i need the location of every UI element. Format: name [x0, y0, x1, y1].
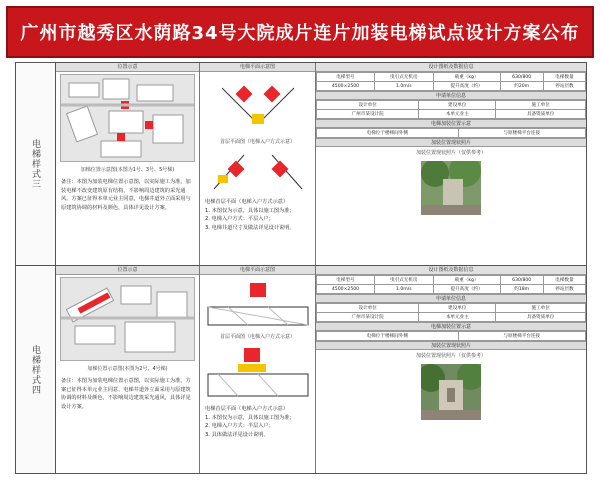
extra-table — [316, 331, 586, 341]
table-cell: 1.0m/s — [375, 285, 434, 294]
table-cell: 630/800 — [500, 73, 543, 82]
info-header: 设计图纸及数据信息 — [316, 266, 586, 275]
location-header: 位置示意 — [56, 63, 199, 72]
location-column — [56, 63, 200, 265]
table-row — [317, 304, 586, 313]
plan-svg-bottom — [204, 149, 311, 193]
photo-caption: 加装位置现状照片（仅供参考） — [415, 150, 486, 156]
plan-column — [200, 266, 316, 473]
table-cell: 建设单位 — [419, 101, 496, 110]
table-row — [317, 313, 586, 322]
table-cell: 具备资质单位 — [496, 313, 586, 322]
location-notes: 备注：本图为加装电梯位置示意图，以实际施工为准。方案已征得本单元业主同意，电梯井道外立面采用与原建筑协调的材料及颜色，不影响周边建筑采光通风，具体详见设计方案。 — [61, 378, 191, 410]
plan-column — [200, 63, 316, 265]
table-cell: 施工单位 — [496, 304, 586, 313]
table-cell: 电梯位于楼梯间外侧 — [317, 332, 459, 341]
table-row — [317, 73, 586, 82]
table-cell: 设计单位 — [317, 304, 419, 313]
site-map-drawing — [61, 278, 195, 361]
plan-svg-top — [204, 74, 311, 134]
design-table — [316, 100, 586, 119]
location-notes: 备注：本图为加装电梯位置示意图，以实际施工为准。加装电梯不改变建筑原有结构，不影响周边建筑的采光通风。方案已征得本单元业主同意，电梯井道外立面采用与原建筑协调的材料及颜色，具体详见设计方案。 — [61, 179, 191, 211]
plan-header: 电梯平面示意图 — [200, 266, 315, 275]
table-row — [317, 129, 586, 138]
table-cell: 4500×2500 — [317, 82, 375, 91]
site-photo-drawing — [421, 161, 481, 215]
design-header: 申请单位信息 — [316, 294, 586, 303]
table-cell: 提升高度（约） — [433, 285, 500, 294]
table-cell: 曳引式无机房 — [375, 73, 434, 82]
site-map — [60, 74, 195, 162]
design-table — [316, 303, 586, 322]
site-map-drawing — [61, 75, 195, 162]
table-cell: 本单元业主 — [419, 110, 496, 119]
table-cell: 1.0m/s — [375, 82, 434, 91]
photo-caption: 加装位置现状照片（仅供参考） — [415, 353, 486, 359]
notice-sheet — [15, 62, 587, 474]
table-cell: 约18m — [500, 285, 543, 294]
info-table — [316, 72, 586, 91]
table-cell: 电梯型号 — [317, 276, 375, 285]
table-cell: 4500×2500 — [317, 285, 375, 294]
table-cell: 停站层数 — [543, 82, 585, 91]
table-cell: 载重（kg） — [433, 73, 500, 82]
extra-header: 电梯加装位置示意 — [316, 119, 586, 128]
extra-table — [316, 128, 586, 138]
table-row — [317, 285, 586, 294]
table-cell: 提升高度（约） — [433, 82, 500, 91]
table-cell: 本单元业主 — [419, 313, 496, 322]
side-label: 电梯样式四 — [16, 266, 56, 473]
plan-svg-top — [204, 277, 311, 329]
table-cell: 约20m — [500, 82, 543, 91]
table-cell: 载重（kg） — [433, 276, 500, 285]
table-cell: 电梯数量 — [543, 276, 585, 285]
title-banner — [6, 6, 594, 58]
table-cell: 电梯数量 — [543, 73, 585, 82]
table-cell: 停站层数 — [543, 285, 585, 294]
table-cell: 广州市某设计院 — [317, 110, 419, 119]
info-column — [316, 266, 586, 473]
table-cell: 与原楼梯平台连接 — [458, 332, 586, 341]
site-photo — [421, 161, 481, 215]
table-row — [317, 110, 586, 119]
plan-drawing-top — [204, 277, 311, 329]
table-cell: 建设单位 — [419, 304, 496, 313]
table-cell: 与原楼梯平台连接 — [458, 129, 586, 138]
location-header: 位置示意 — [56, 266, 199, 275]
location-caption: 加梯位置示意图(本图为2号、4号梯) — [87, 366, 168, 372]
table-cell: 电梯位于楼梯间外侧 — [317, 129, 459, 138]
design-header: 申请单位信息 — [316, 91, 586, 100]
table-cell: 广州市某设计院 — [317, 313, 419, 322]
plan-drawing-bottom — [204, 149, 311, 193]
table-cell: 电梯型号 — [317, 73, 375, 82]
table-cell: 设计单位 — [317, 101, 419, 110]
location-column — [56, 266, 200, 473]
extra-header: 电梯加装位置示意 — [316, 322, 586, 331]
plan-caption: 首层平面图（电梯入户方式示意） — [219, 334, 295, 340]
location-caption: 加梯位置示意图(本图为1号、3号、5号梯) — [80, 167, 175, 173]
table-cell: 施工单位 — [496, 101, 586, 110]
info-table — [316, 275, 586, 294]
plan-drawing-top — [204, 74, 311, 134]
table-row — [317, 82, 586, 91]
photo-header: 加装位置现状照片 — [316, 138, 586, 147]
table-cell: 具备资质单位 — [496, 110, 586, 119]
plan-svg-bottom — [204, 344, 311, 400]
site-photo-drawing — [421, 364, 481, 420]
table-row — [317, 332, 586, 341]
info-column — [316, 63, 586, 265]
elevator-style-row — [16, 266, 586, 473]
page-title: 广州市越秀区水荫路34号大院成片连片加装电梯试点设计方案公布 — [20, 23, 580, 44]
table-cell: 630/800 — [500, 276, 543, 285]
plan-drawing-bottom — [204, 344, 311, 400]
side-label: 电梯样式三 — [16, 63, 56, 265]
plan-header: 电梯平面示意图 — [200, 63, 315, 72]
plan-notes: 电梯首层平面（电梯入户方式示意） 1. 本图仅为示意，具体以施工图为准； 2. 电梯入户方式：半层入户； 3. 具体做法详见设计说明。 — [205, 406, 295, 438]
table-row — [317, 276, 586, 285]
plan-notes: 电梯首层平面（电梯入户方式示意） 1. 本图仅为示意，具体以施工图为准； 2. 电梯入户方式：平层入户； 3. 电梯井道尺寸及做法详见设计说明。 — [205, 199, 295, 231]
elevator-style-row — [16, 63, 586, 266]
info-header: 设计图纸及数据信息 — [316, 63, 586, 72]
site-photo — [421, 364, 481, 420]
photo-header: 加装位置现状照片 — [316, 341, 586, 350]
site-map — [60, 277, 195, 361]
table-cell: 曳引式无机房 — [375, 276, 434, 285]
plan-caption: 首层平面图（电梯入户方式示意） — [219, 139, 295, 145]
table-row — [317, 101, 586, 110]
